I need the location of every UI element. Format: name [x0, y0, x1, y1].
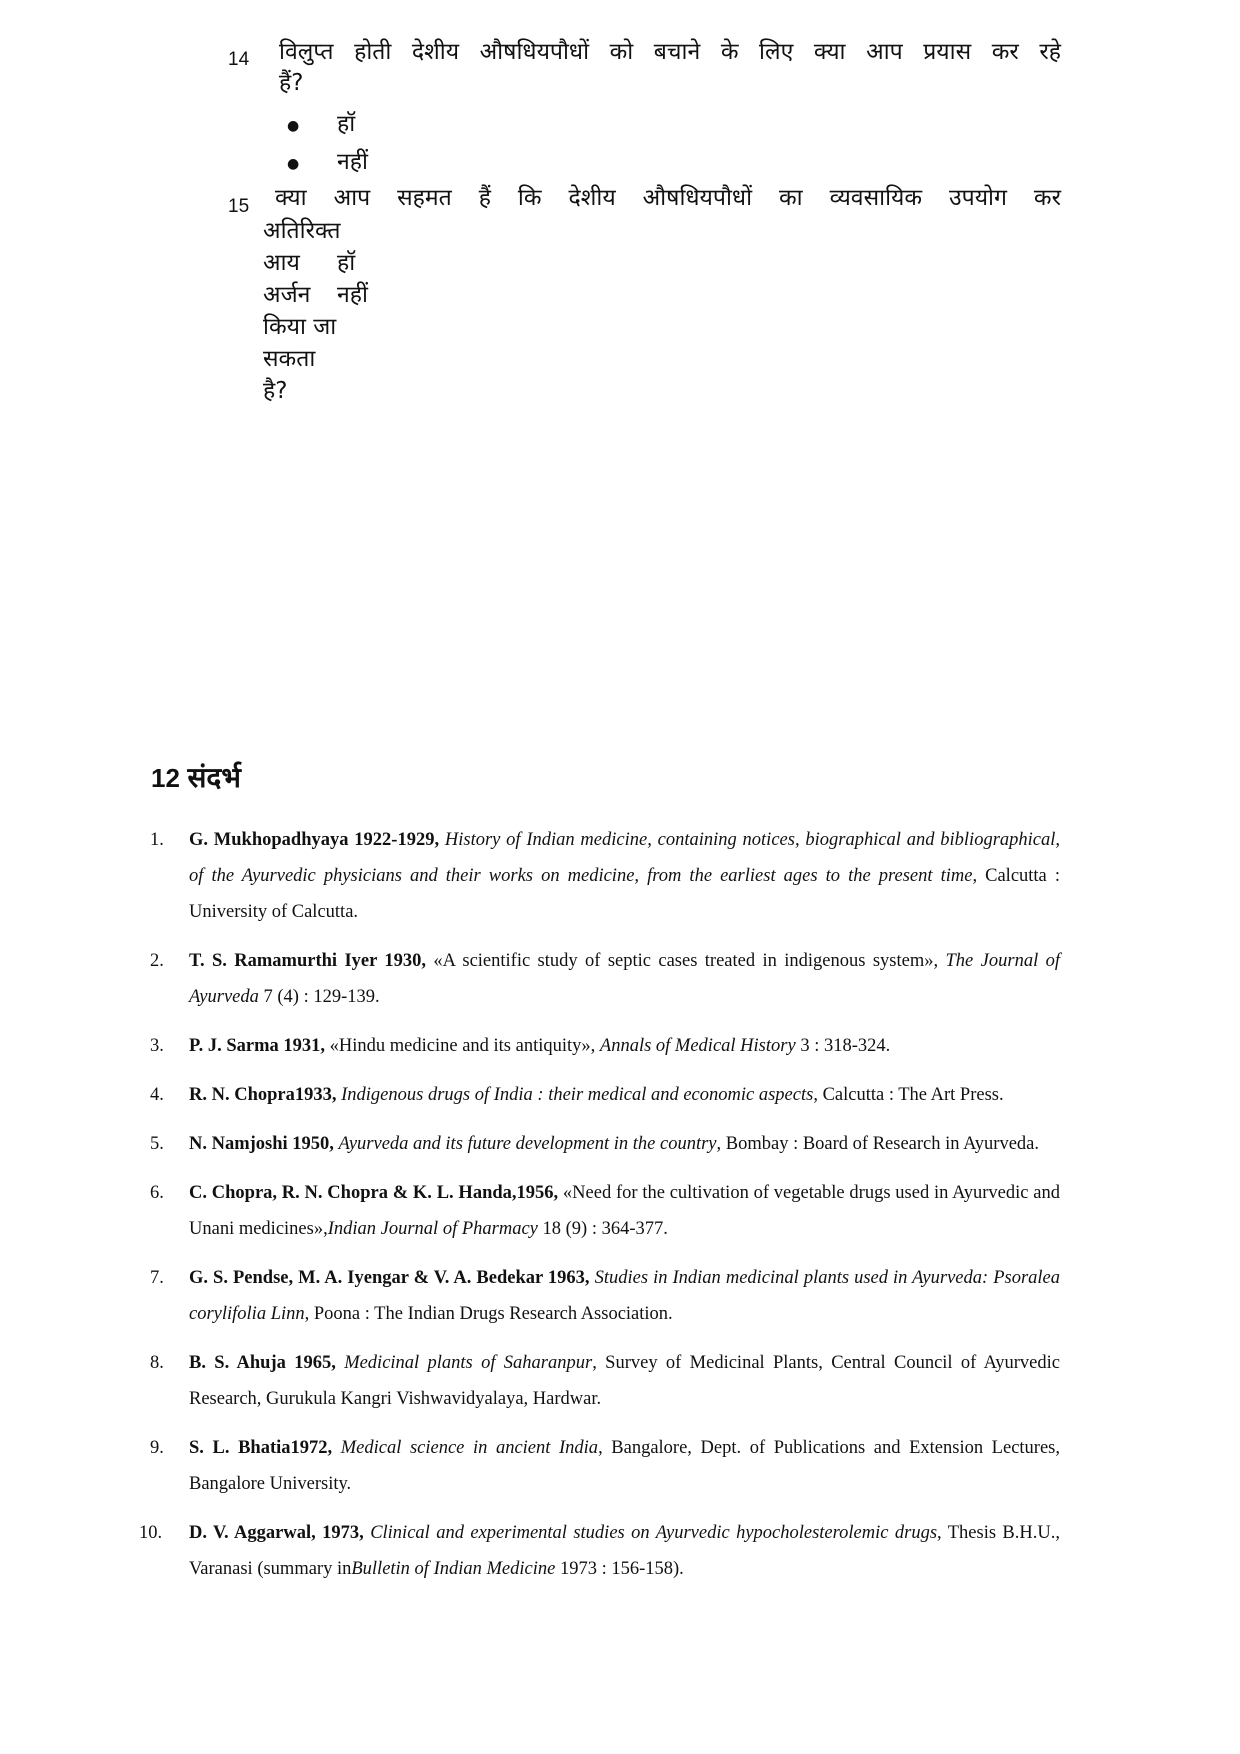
reference-author: T. S. Ramamurthi Iyer 1930,	[189, 951, 426, 971]
reference-number: 6.	[150, 1183, 164, 1203]
reference-title: Clinical and experimental studies on Ayurvedic hypocholesterolemic drugs	[370, 1523, 938, 1543]
reference-title: Medical science in ancient India	[340, 1438, 599, 1458]
reference-text: 7 (4) : 129-139.	[258, 987, 380, 1007]
reference-title: Indian Journal of Pharmacy	[327, 1219, 538, 1239]
reference-text	[332, 1438, 341, 1458]
reference-text: , Survey of Medicinal Plants, Central Council of Ayurvedic Research, Gurukula Kangri Vishwavidyalaya, Hardwar.	[189, 1353, 1060, 1409]
reference-text: , Poona : The Indian Drugs Research Association.	[304, 1304, 673, 1324]
reference-number: 5.	[150, 1134, 164, 1154]
reference-author: D. V. Aggarwal, 1973,	[189, 1523, 364, 1543]
reference-item	[150, 1126, 1060, 1162]
reference-text: , Bangalore, Dept. of Publications and Extension Lectures, Bangalore University.	[189, 1438, 1060, 1494]
option-no: नहीं	[337, 282, 368, 308]
reference-author: G. S. Pendse, M. A. Iyengar & V. A. Bedekar 1963,	[189, 1268, 590, 1288]
reference-author: S. L. Bhatia1972,	[189, 1438, 333, 1458]
question-number: 14	[228, 49, 250, 70]
section-heading	[151, 758, 241, 798]
option-no: नहीं	[337, 149, 368, 175]
reference-title: History of Indian medicine, containing notices, biographical and bibliographical, of the Ayurvedic physicians and their works on medicine, from the earliest ages to the present time	[189, 830, 1061, 886]
reference-author: G. Mukhopadhyaya 1922-1929,	[189, 830, 440, 850]
reference-item	[150, 1077, 1060, 1113]
option-yes: हॉ	[337, 111, 356, 137]
reference-item	[150, 822, 1060, 930]
question-text-line-1: क्या आप सहमत हैं कि देशीय औषधियपौधों का व्यवसायिक उपयोग कर	[275, 185, 1061, 211]
reference-item	[150, 1175, 1060, 1247]
reference-text: , Calcutta : The Art Press.	[813, 1085, 1004, 1105]
question-text-line-2: हैं?	[279, 70, 304, 96]
reference-number: 9.	[150, 1438, 164, 1458]
reference-number: 1.	[150, 830, 164, 850]
reference-text: 1973 : 156-158).	[555, 1559, 684, 1579]
reference-title: Ayurveda and its future development in the country	[338, 1134, 717, 1154]
reference-text: , Calcutta : University of Calcutta.	[189, 866, 1060, 922]
reference-title: Indigenous drugs of India : their medical and economic aspects	[341, 1085, 814, 1105]
reference-author: P. J. Sarma 1931,	[189, 1036, 326, 1056]
reference-title: Studies in Indian medicinal plants used in Ayurveda: Psoralea corylifolia Linn	[189, 1268, 1060, 1324]
reference-text: , Bombay : Board of Research in Ayurveda.	[716, 1134, 1040, 1154]
reference-title: Medicinal plants of Saharanpur	[344, 1353, 593, 1373]
reference-item	[150, 1345, 1060, 1417]
reference-item	[150, 1260, 1060, 1332]
reference-number: 8.	[150, 1353, 164, 1373]
reference-text	[336, 1353, 344, 1373]
reference-item	[150, 943, 1060, 1015]
reference-author: N. Namjoshi 1950,	[189, 1134, 334, 1154]
reference-list	[139, 822, 1061, 1600]
reference-title: Annals of Medical History	[599, 1036, 796, 1056]
question-text-line-2: अतिरिक्त आय अर्जन किया जा सकता है?	[263, 218, 341, 404]
reference-title: The Journal of Ayurveda	[189, 951, 1060, 1007]
reference-author: B. S. Ahuja 1965,	[189, 1353, 336, 1373]
reference-number: 4.	[150, 1085, 164, 1105]
section-number: 12	[151, 763, 180, 793]
reference-text: «Need for the cultivation of vegetable drugs used in Ayurvedic and Unani medicines»,	[189, 1183, 1060, 1239]
reference-number: 7.	[150, 1268, 164, 1288]
reference-author: C. Chopra, R. N. Chopra & K. L. Handa,1956,	[189, 1183, 559, 1203]
section-title: संदर्भ	[187, 761, 241, 794]
reference-number: 3.	[150, 1036, 164, 1056]
reference-text: 3 : 318-324.	[795, 1036, 891, 1056]
bullet-icon: ●	[287, 118, 300, 134]
reference-item	[150, 1430, 1060, 1502]
reference-text: , Thesis B.H.U., Varanasi (summary in	[189, 1523, 1060, 1579]
reference-author: R. N. Chopra1933,	[189, 1085, 337, 1105]
bullet-icon: ●	[287, 156, 300, 172]
reference-text: «A scientific study of septic cases treated in indigenous system»,	[426, 951, 946, 971]
reference-item	[139, 1515, 1060, 1587]
reference-text: «Hindu medicine and its antiquity»,	[325, 1036, 600, 1056]
question-text-line-1: विलुप्त होती देशीय औषधियपौधों को बचाने के लिए क्या आप प्रयास कर रहे	[279, 39, 1061, 65]
option-yes: हॉ	[337, 250, 356, 276]
reference-number: 2.	[150, 951, 164, 971]
reference-number: 10.	[139, 1523, 163, 1543]
reference-item	[150, 1028, 1060, 1064]
reference-text: 18 (9) : 364-377.	[537, 1219, 668, 1239]
reference-journal: Bulletin of Indian Medicine	[351, 1559, 556, 1579]
question-number: 15	[228, 196, 250, 217]
